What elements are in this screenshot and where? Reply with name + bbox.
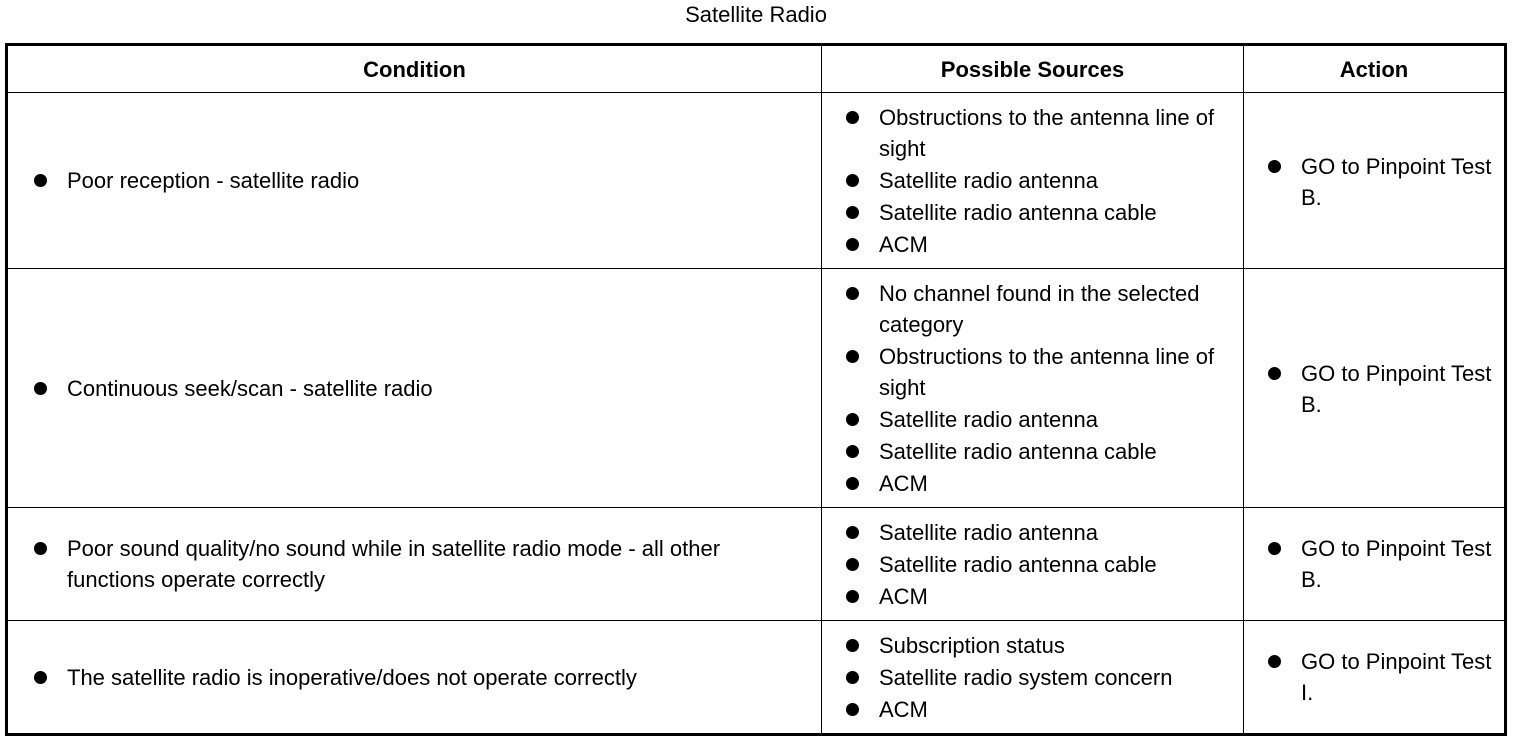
table-row [7,621,1506,735]
source-item: Satellite radio system concern [879,662,1237,693]
source-item: ACM [879,694,1237,725]
condition-cell [7,621,822,735]
source-item: Satellite radio antenna [879,165,1237,196]
header-action: Action [1244,45,1506,93]
action-text: GO to Pinpoint Test B. [1301,151,1498,213]
source-item: Satellite radio antenna cable [879,436,1237,467]
source-item: Satellite radio antenna cable [879,197,1237,228]
header-row [7,45,1506,93]
source-item: ACM [879,229,1237,260]
source-item: ACM [879,581,1237,612]
action-text: GO to Pinpoint Test B. [1301,358,1498,420]
sources-cell [822,508,1244,621]
source-item: Subscription status [879,630,1237,661]
table-row [7,508,1506,621]
action-cell [1244,621,1506,735]
table-caption: Satellite Radio [685,2,827,27]
action-text: GO to Pinpoint Test I. [1301,646,1498,708]
source-item: Satellite radio antenna [879,404,1237,435]
header-possible-sources: Possible Sources [822,45,1244,93]
condition-text: The satellite radio is inoperative/does not operate correctly [67,662,813,693]
source-item: Satellite radio antenna [879,517,1237,548]
sources-cell [822,93,1244,269]
sources-cell [822,269,1244,508]
action-text: GO to Pinpoint Test B. [1301,533,1498,595]
source-item: No channel found in the selected category [879,278,1237,340]
source-item: Obstructions to the antenna line of sight [879,102,1237,164]
condition-text: Poor sound quality/no sound while in satellite radio mode - all other functions operate correctly [67,533,813,595]
source-item: Obstructions to the antenna line of sight [879,341,1237,403]
condition-text: Continuous seek/scan - satellite radio [67,373,813,404]
condition-cell [7,93,822,269]
symptom-chart-table [5,43,1507,736]
condition-cell [7,269,822,508]
action-cell [1244,508,1506,621]
header-condition: Condition [7,45,822,93]
source-item: Satellite radio antenna cable [879,549,1237,580]
source-item: ACM [879,468,1237,499]
table-row [7,269,1506,508]
action-cell [1244,93,1506,269]
condition-cell [7,508,822,621]
condition-text: Poor reception - satellite radio [67,165,813,196]
sources-cell [822,621,1244,735]
table-row [7,93,1506,269]
action-cell [1244,269,1506,508]
